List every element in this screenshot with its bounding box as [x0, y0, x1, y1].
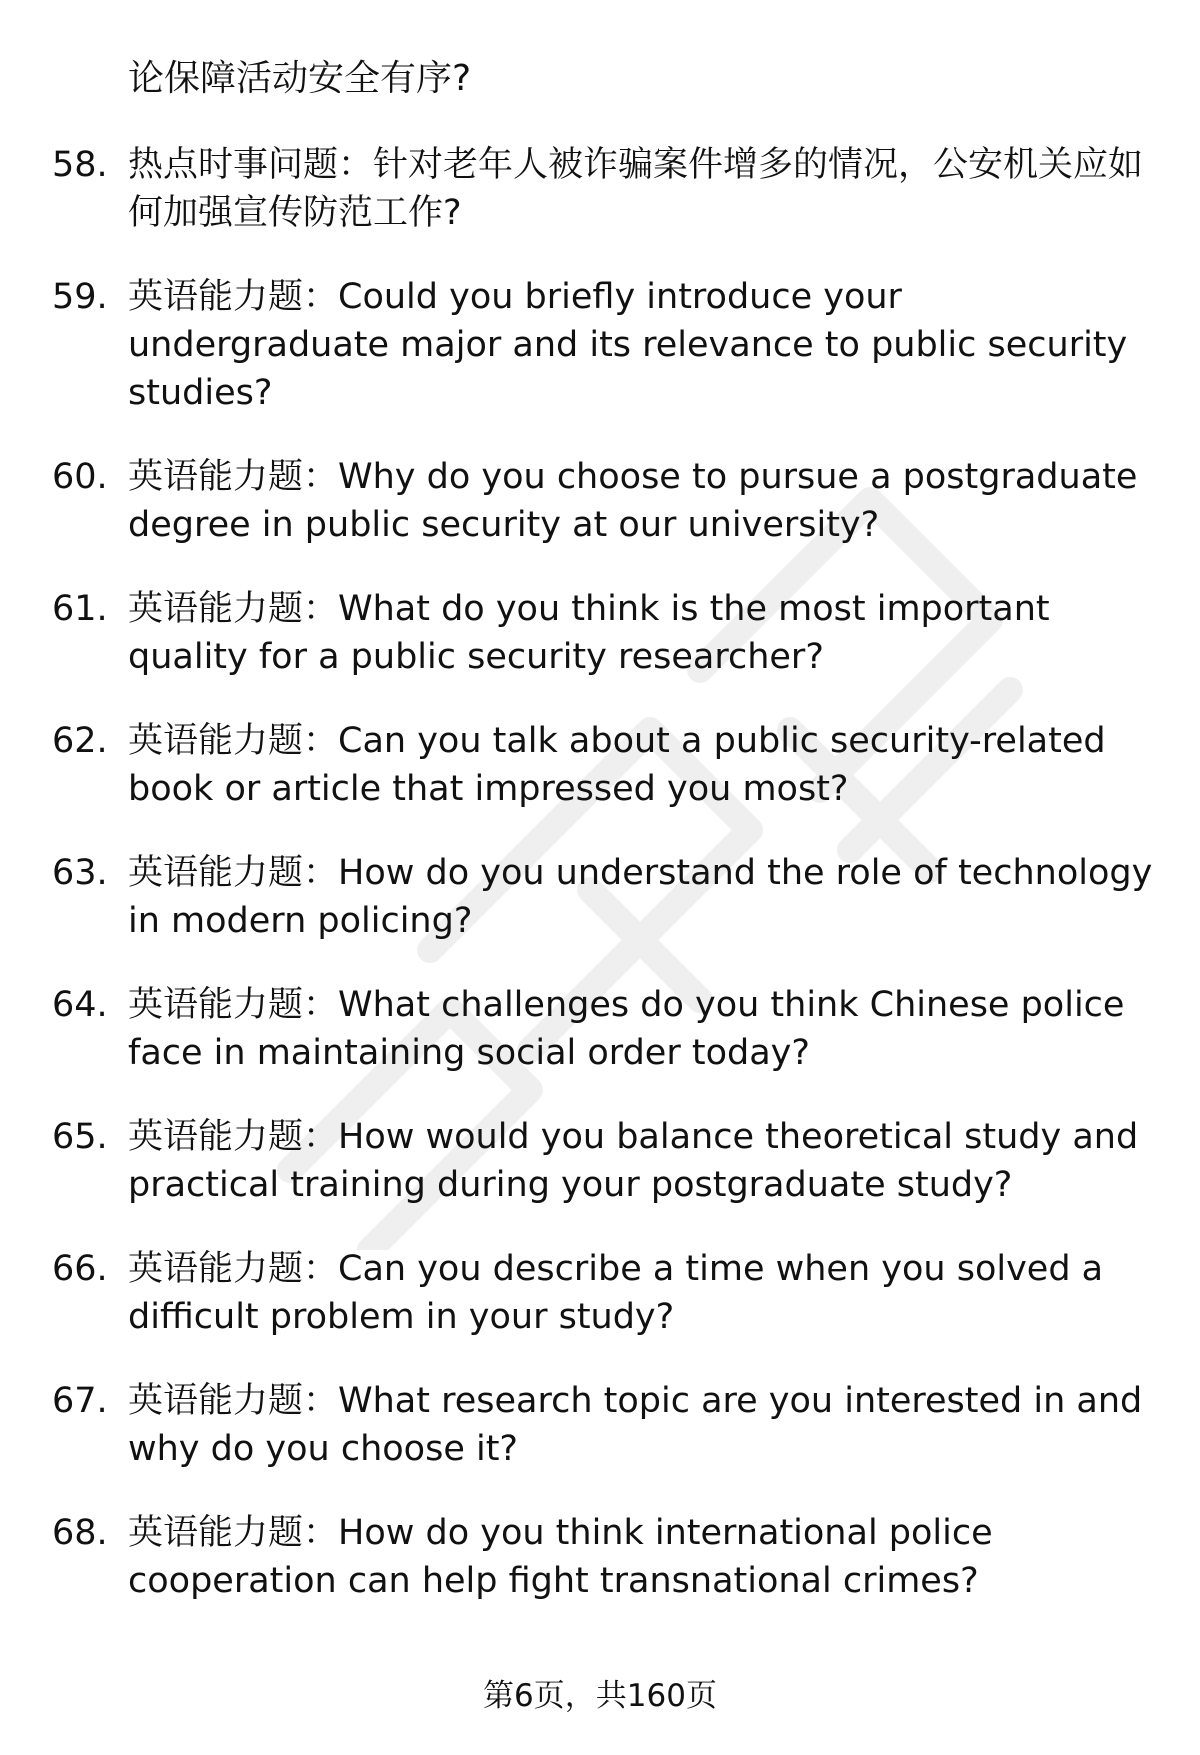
- item-text: 英语能力题：Could you briefly introduce your undergraduate major and its relevance to public security studies?: [128, 277, 1128, 413]
- item-number: 60.: [52, 457, 108, 497]
- item-number: 67.: [52, 1381, 108, 1421]
- list-item: [52, 849, 1162, 945]
- item-text: 英语能力题：What do you think is the most important quality for a public security researcher?: [128, 589, 1050, 677]
- item-text: 英语能力题：How do you think international police cooperation can help fight transnational crimes?: [128, 1513, 993, 1601]
- list-item: [52, 1245, 1162, 1341]
- item-number: 62.: [52, 721, 108, 761]
- list-item: [52, 1113, 1162, 1209]
- continuation-text: 论保障活动安全有序?: [128, 58, 472, 99]
- item-number: 65.: [52, 1117, 108, 1157]
- item-text: 英语能力题：How would you balance theoretical study and practical training during your postgraduate study?: [128, 1117, 1139, 1205]
- list-item: [52, 717, 1162, 813]
- item-number: 63.: [52, 853, 108, 893]
- list-item: [52, 273, 1162, 417]
- question-list: [52, 55, 1162, 1641]
- item-text: 英语能力题：Why do you choose to pursue a postgraduate degree in public security at our university?: [128, 457, 1138, 545]
- list-item: [52, 585, 1162, 681]
- item-text: 英语能力题：How do you understand the role of technology in modern policing?: [128, 853, 1153, 941]
- item-number: 58.: [52, 145, 108, 185]
- item-number: 66.: [52, 1249, 108, 1289]
- list-item: [52, 1377, 1162, 1473]
- item-number: 64.: [52, 985, 108, 1025]
- item-number: 59.: [52, 277, 108, 317]
- list-item: [52, 141, 1162, 237]
- item-text: 英语能力题：Can you talk about a public security-related book or article that impressed you most?: [128, 721, 1106, 809]
- item-number: 68.: [52, 1513, 108, 1553]
- list-item: [52, 981, 1162, 1077]
- item-text: 英语能力题：Can you describe a time when you solved a difficult problem in your study?: [128, 1249, 1104, 1337]
- item-text: 热点时事问题：针对老年人被诈骗案件增多的情况，公安机关应如何加强宣传防范工作?: [128, 145, 1144, 233]
- item-text: 英语能力题：What challenges do you think Chinese police face in maintaining social order today?: [128, 985, 1125, 1073]
- item-text: 英语能力题：What research topic are you interested in and why do you choose it?: [128, 1381, 1143, 1469]
- list-item: [52, 453, 1162, 549]
- item-number: 61.: [52, 589, 108, 629]
- list-item: [52, 1509, 1162, 1605]
- page-footer: 第6页，共160页: [483, 1678, 717, 1714]
